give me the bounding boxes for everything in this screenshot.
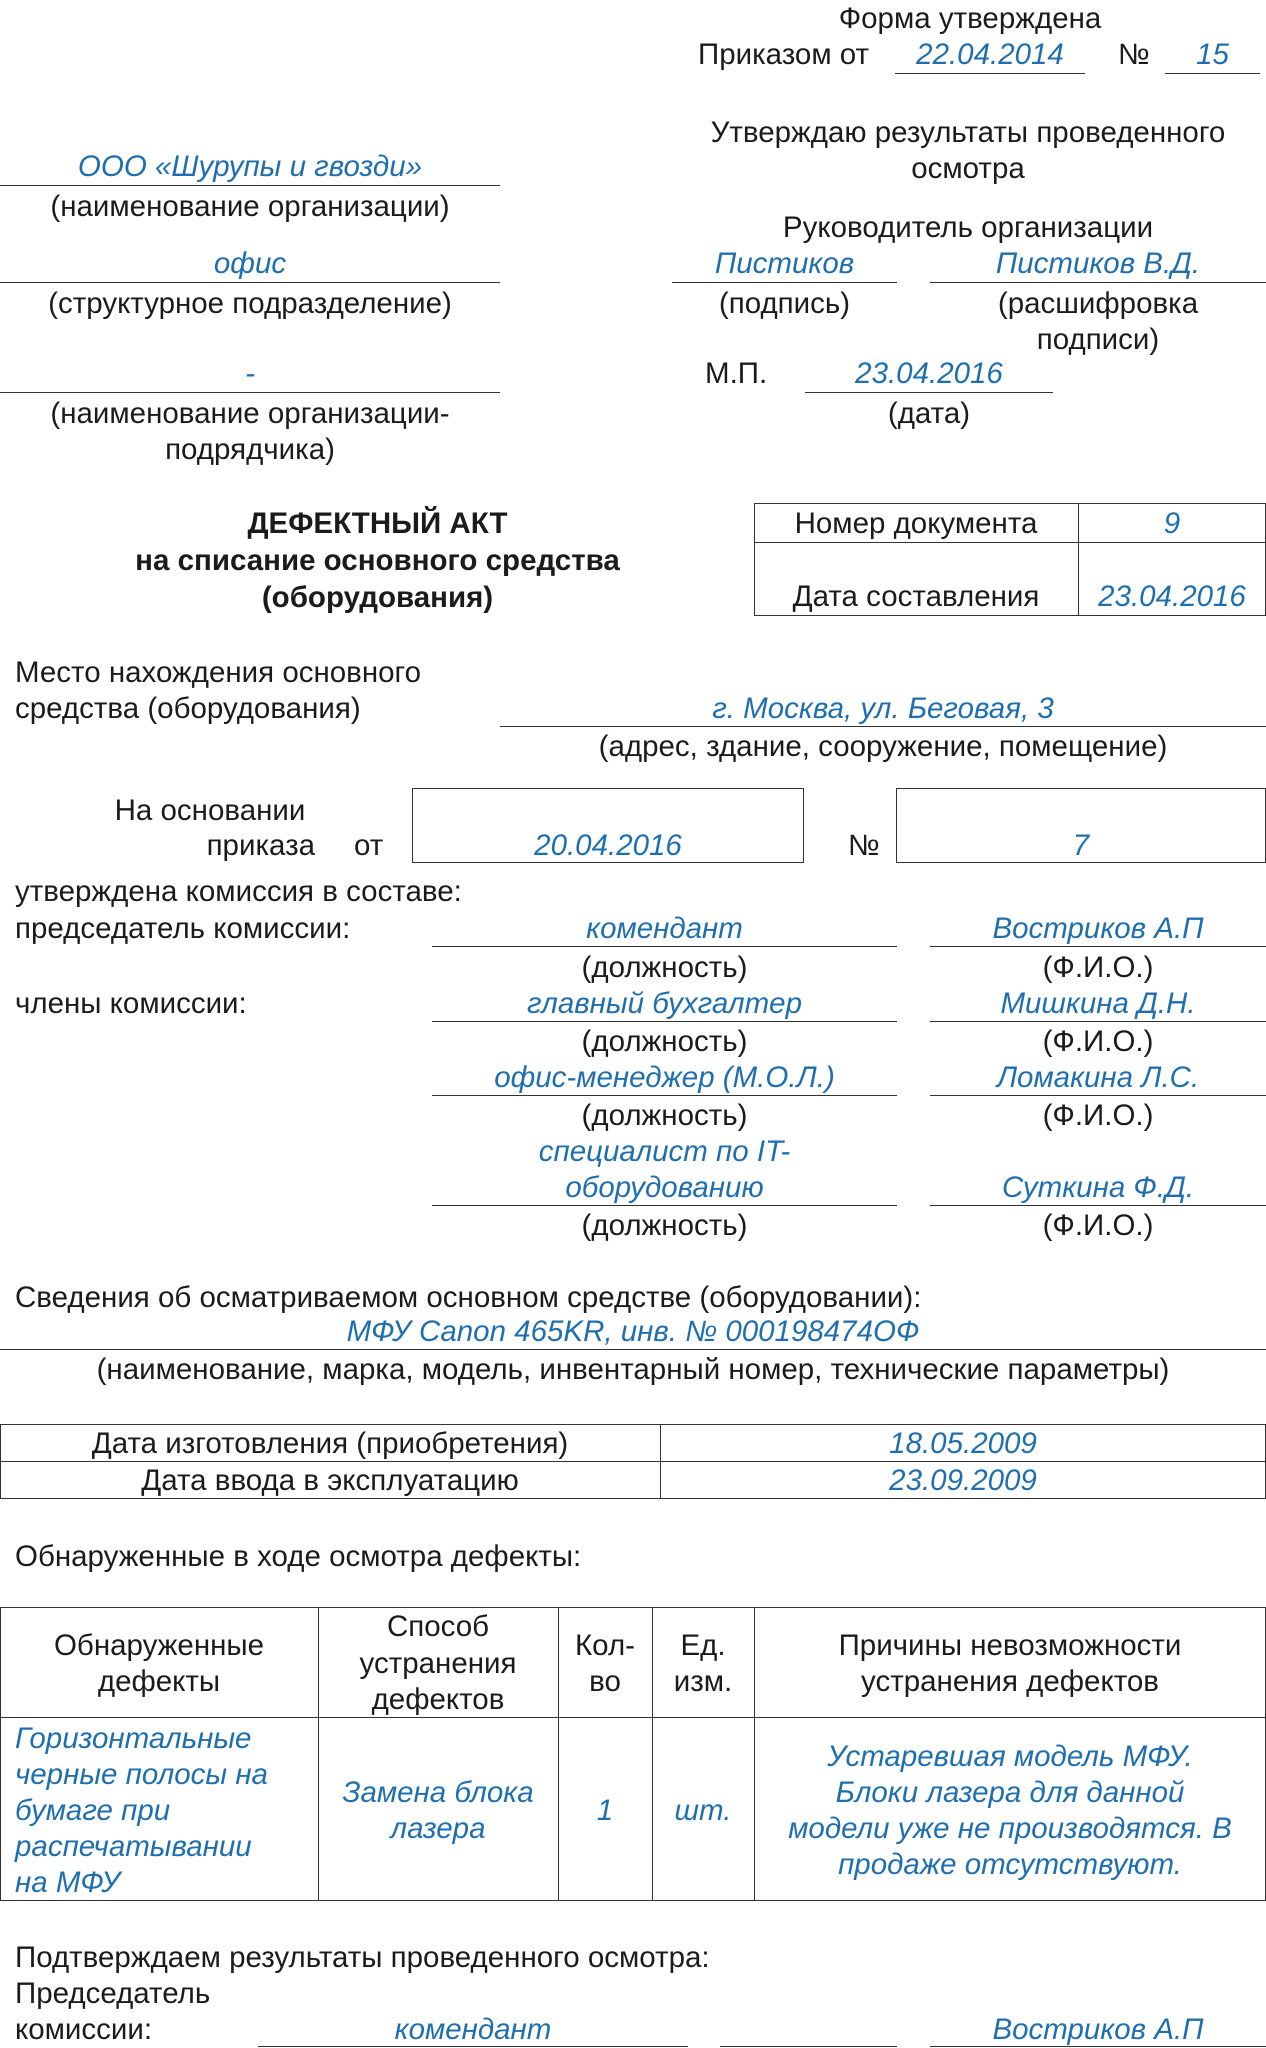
location-caption: (адрес, здание, сооружение, помещение) (598, 730, 1168, 763)
header-qty-1: Кол- (575, 1629, 635, 1662)
defect-qty: 1 (596, 1794, 614, 1827)
member-3-position-1: специалист по IT- (538, 1135, 791, 1168)
asset-line (0, 1349, 1266, 1350)
defect-text-5: на МФУ (15, 1866, 121, 1899)
department: офис (213, 247, 287, 280)
decoding-caption-1: (расшифровка (997, 287, 1199, 320)
order-number: 15 (1196, 38, 1229, 71)
header-defects-2: дефекты (97, 1665, 221, 1698)
confirmation-position: комендант (394, 2013, 552, 2046)
approval-date-line (805, 392, 1053, 393)
header-reason-2: устранения дефектов (861, 1665, 1159, 1698)
chairman-name: Востриков А.П (992, 912, 1204, 945)
signature-caption: (подпись) (718, 287, 851, 320)
document-date-label: Дата составления (792, 580, 1040, 613)
approval-date: 23.04.2016 (855, 357, 1003, 390)
title-line-1: ДЕФЕКТНЫЙ АКТ (247, 507, 508, 540)
manufacture-date-value: 18.05.2009 (889, 1427, 1037, 1460)
organization-name-caption: (наименование организации) (50, 190, 450, 223)
name-caption: (Ф.И.О.) (1042, 1099, 1154, 1132)
basis-date: 20.04.2016 (534, 829, 682, 862)
approval-line-1: Утверждаю результаты проведенного (710, 116, 1226, 149)
stamp-label: М.П. (705, 357, 768, 390)
order-date-line (895, 73, 1085, 74)
approval-line-2: осмотра (911, 152, 1025, 185)
name-caption: (Ф.И.О.) (1042, 951, 1154, 984)
defect-unit: шт. (674, 1794, 732, 1827)
organization-name-line (0, 185, 500, 186)
contractor-line (0, 392, 500, 393)
asset-caption: (наименование, марка, модель, инвентарный номер, технические параметры) (96, 1353, 1170, 1386)
location-value: г. Москва, ул. Беговая, 3 (712, 692, 1054, 725)
organization-name: ООО «Шурупы и гвозди» (77, 150, 423, 183)
position-caption: (должность) (581, 1209, 748, 1242)
head-decoding: Пистиков В.Д. (995, 247, 1201, 280)
member-2-position: офис-менеджер (М.О.Л.) (494, 1061, 835, 1094)
location-label-1: Место нахождения основного (15, 656, 422, 689)
method-text-1: Замена блока (342, 1776, 534, 1809)
commission-intro: утверждена комиссия в составе: (15, 875, 462, 908)
document-number-label: Номер документа (794, 507, 1038, 540)
commission-date-value: 23.09.2009 (889, 1464, 1037, 1497)
header-method-1: Способ (386, 1610, 490, 1643)
contractor: - (245, 357, 255, 390)
header-unit-1: Ед. (680, 1629, 726, 1662)
order-label: Приказом от (698, 38, 870, 71)
contractor-caption-2: подрядчика) (165, 433, 335, 466)
confirmation-chairman-1: Председатель (15, 1977, 211, 2010)
basis-label-2: приказа (206, 829, 315, 862)
confirmation-chairman-2: комиссии: (15, 2013, 153, 2046)
commission-date-label: Дата ввода в эксплуатацию (141, 1464, 519, 1497)
location-label-2: средства (оборудования) (15, 692, 361, 725)
basis-number-sign: № (848, 829, 880, 862)
chairman-position: комендант (586, 912, 743, 945)
member-2-name: Ломакина Л.С. (996, 1061, 1200, 1094)
member-3-position-2: оборудованию (565, 1171, 764, 1204)
member-1-position: главный бухгалтер (527, 987, 802, 1020)
member-3-name: Суткина Ф.Д. (1001, 1171, 1195, 1204)
header-defects-1: Обнаруженные (53, 1629, 265, 1662)
form-approved-label: Форма утверждена (838, 2, 1102, 35)
reason-text-2: Блоки лазера для данной (835, 1776, 1185, 1809)
asset-value: МФУ Canon 465KR, инв. № 000198474ОФ (346, 1315, 920, 1348)
header-method-2: устранения (359, 1647, 517, 1680)
order-number-line (1165, 73, 1260, 74)
header-method-3: дефектов (371, 1683, 505, 1716)
position-caption: (должность) (581, 1099, 748, 1132)
document-date-value: 23.04.2016 (1098, 580, 1246, 613)
position-caption: (должность) (581, 1025, 748, 1058)
chairman-label: председатель комиссии: (15, 912, 351, 945)
asset-label: Сведения об осматриваемом основном средстве (оборудовании): (15, 1281, 922, 1314)
defect-text-3: бумаге при (15, 1794, 171, 1827)
reason-text-1: Устаревшая модель МФУ. (827, 1740, 1193, 1773)
method-text-2: лазера (390, 1812, 486, 1845)
approval-date-caption: (дата) (887, 397, 971, 430)
header-qty-2: во (589, 1665, 621, 1698)
position-caption: (должность) (581, 951, 748, 984)
defect-text-1: Горизонтальные (15, 1722, 252, 1755)
confirmation-signature-line (720, 2046, 897, 2047)
reason-text-3: модели уже не производятся. В (788, 1812, 1232, 1845)
basis-number: 7 (1072, 829, 1090, 862)
defects-label: Обнаруженные в ходе осмотра дефекты: (15, 1540, 582, 1573)
header-unit-2: изм. (673, 1665, 733, 1698)
department-line (0, 282, 500, 283)
basis-label-1: На основании (114, 794, 306, 827)
order-number-sign: № (1118, 38, 1150, 71)
contractor-caption-1: (наименование организации- (50, 397, 450, 430)
defect-text-2: черные полосы на (15, 1758, 268, 1791)
title-line-3: (оборудования) (261, 581, 494, 614)
members-label: члены комиссии: (15, 987, 247, 1020)
decoding-caption-2: подписи) (1036, 323, 1160, 356)
decoding-line (930, 282, 1266, 283)
department-caption: (структурное подразделение) (48, 287, 452, 320)
head-signature: Пистиков (714, 247, 855, 280)
confirmation-name: Востриков А.П (992, 2013, 1204, 2046)
signature-line (672, 282, 897, 283)
reason-text-4: продаже отсутствуют. (838, 1848, 1182, 1881)
confirmation-line: Подтверждаем результаты проведенного осмотра: (15, 1941, 710, 1974)
header-reason-1: Причины невозможности (838, 1629, 1182, 1662)
manufacture-date-label: Дата изготовления (приобретения) (91, 1427, 569, 1460)
name-caption: (Ф.И.О.) (1042, 1209, 1154, 1242)
head-label: Руководитель организации (782, 211, 1154, 244)
name-caption: (Ф.И.О.) (1042, 1025, 1154, 1058)
defect-text-4: распечатывании (15, 1830, 252, 1863)
location-line (500, 726, 1266, 727)
basis-from-label: от (354, 829, 384, 862)
order-date: 22.04.2014 (916, 38, 1064, 71)
member-1-name: Мишкина Д.Н. (1000, 987, 1196, 1020)
title-line-2: на списание основного средства (135, 544, 620, 577)
document-number-value: 9 (1163, 507, 1181, 540)
